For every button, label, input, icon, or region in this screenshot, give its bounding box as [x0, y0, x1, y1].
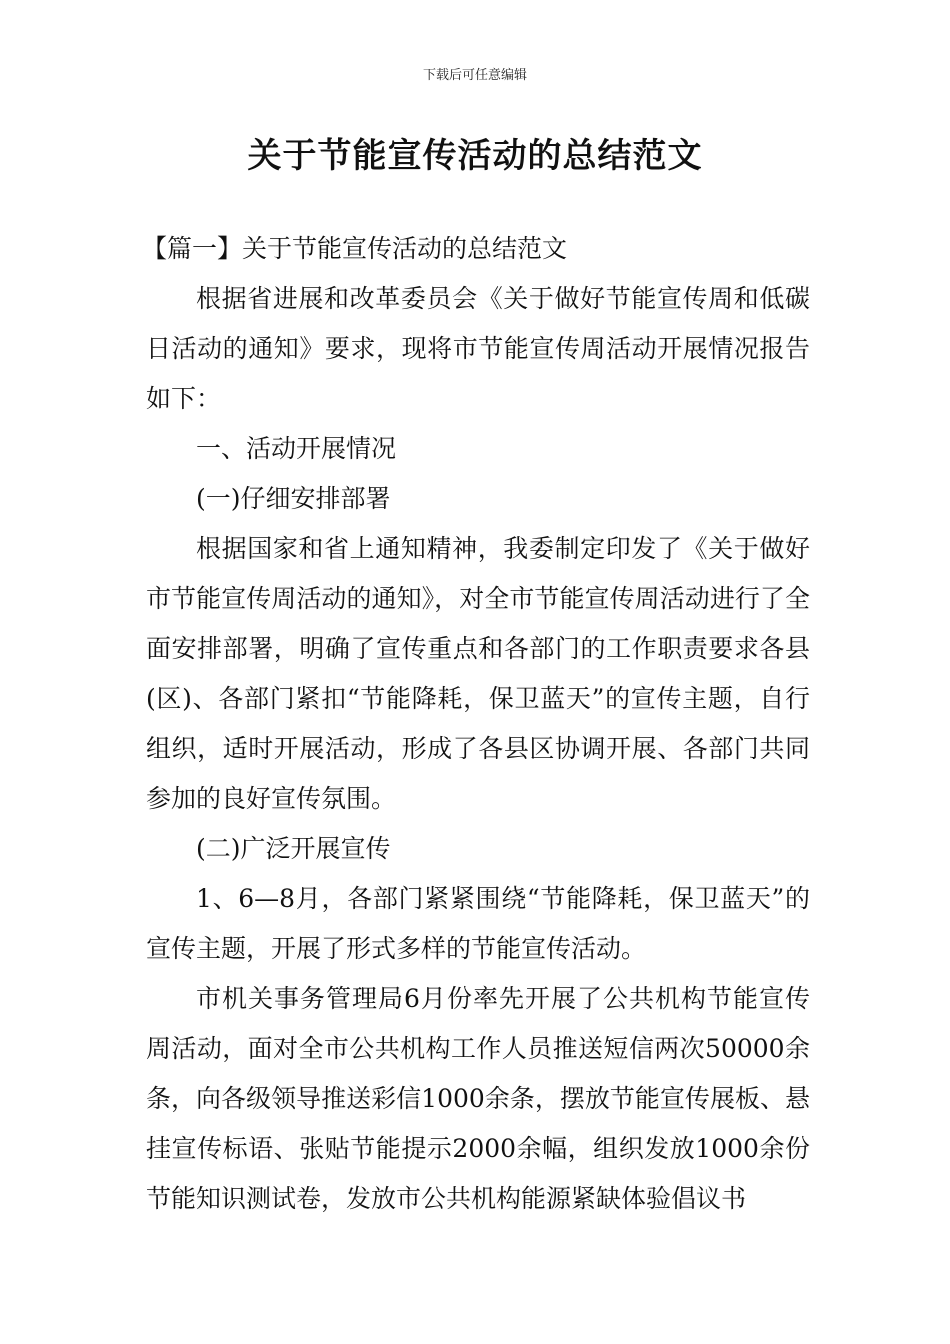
paragraph: 市机关事务管理局6月份率先开展了公共机构节能宣传周活动，面对全市公共机构工作人员推送短信两次50000余条，向各级领导推送彩信1000余条，摆放节能宣传展板、悬挂宣传标语、张贴节能提示2000余幅，组织发放1000余份节能知识测试卷，发放市公共机构能源紧缺体验倡议书 — [146, 984, 810, 1213]
subheading: (二)广泛开展宣传 — [196, 834, 391, 863]
header-note: 下载后可任意编辑 — [422, 68, 527, 83]
document-title: 关于节能宣传活动的总结范文 — [247, 136, 703, 176]
paragraph: 根据国家和省上通知精神，我委制定印发了《关于做好市节能宣传周活动的通知》，对全市节能宣传周活动进行了全面安排部署，明确了宣传重点和各部门的工作职责要求各县(区)、各部门紧扣“节能降耗，保卫蓝天”的宣传主题，自行组织，适时开展活动，形成了各县区协调开展、各部门共同参加的良好宣传氛围。 — [146, 534, 810, 813]
document-body — [142, 224, 810, 1224]
paragraph: 根据省进展和改革委员会《关于做好节能宣传周和低碳日活动的通知》要求，现将市节能宣传周活动开展情况报告如下： — [146, 284, 810, 413]
subheading: (一)仔细安排部署 — [196, 484, 391, 513]
paragraph: 1、6—8月，各部门紧紧围绕“节能降耗，保卫蓝天”的宣传主题，开展了形式多样的节能宣传活动。 — [146, 884, 810, 963]
subheading: 一、活动开展情况 — [196, 434, 397, 463]
section-heading: 【篇一】关于节能宣传活动的总结范文 — [142, 234, 568, 263]
